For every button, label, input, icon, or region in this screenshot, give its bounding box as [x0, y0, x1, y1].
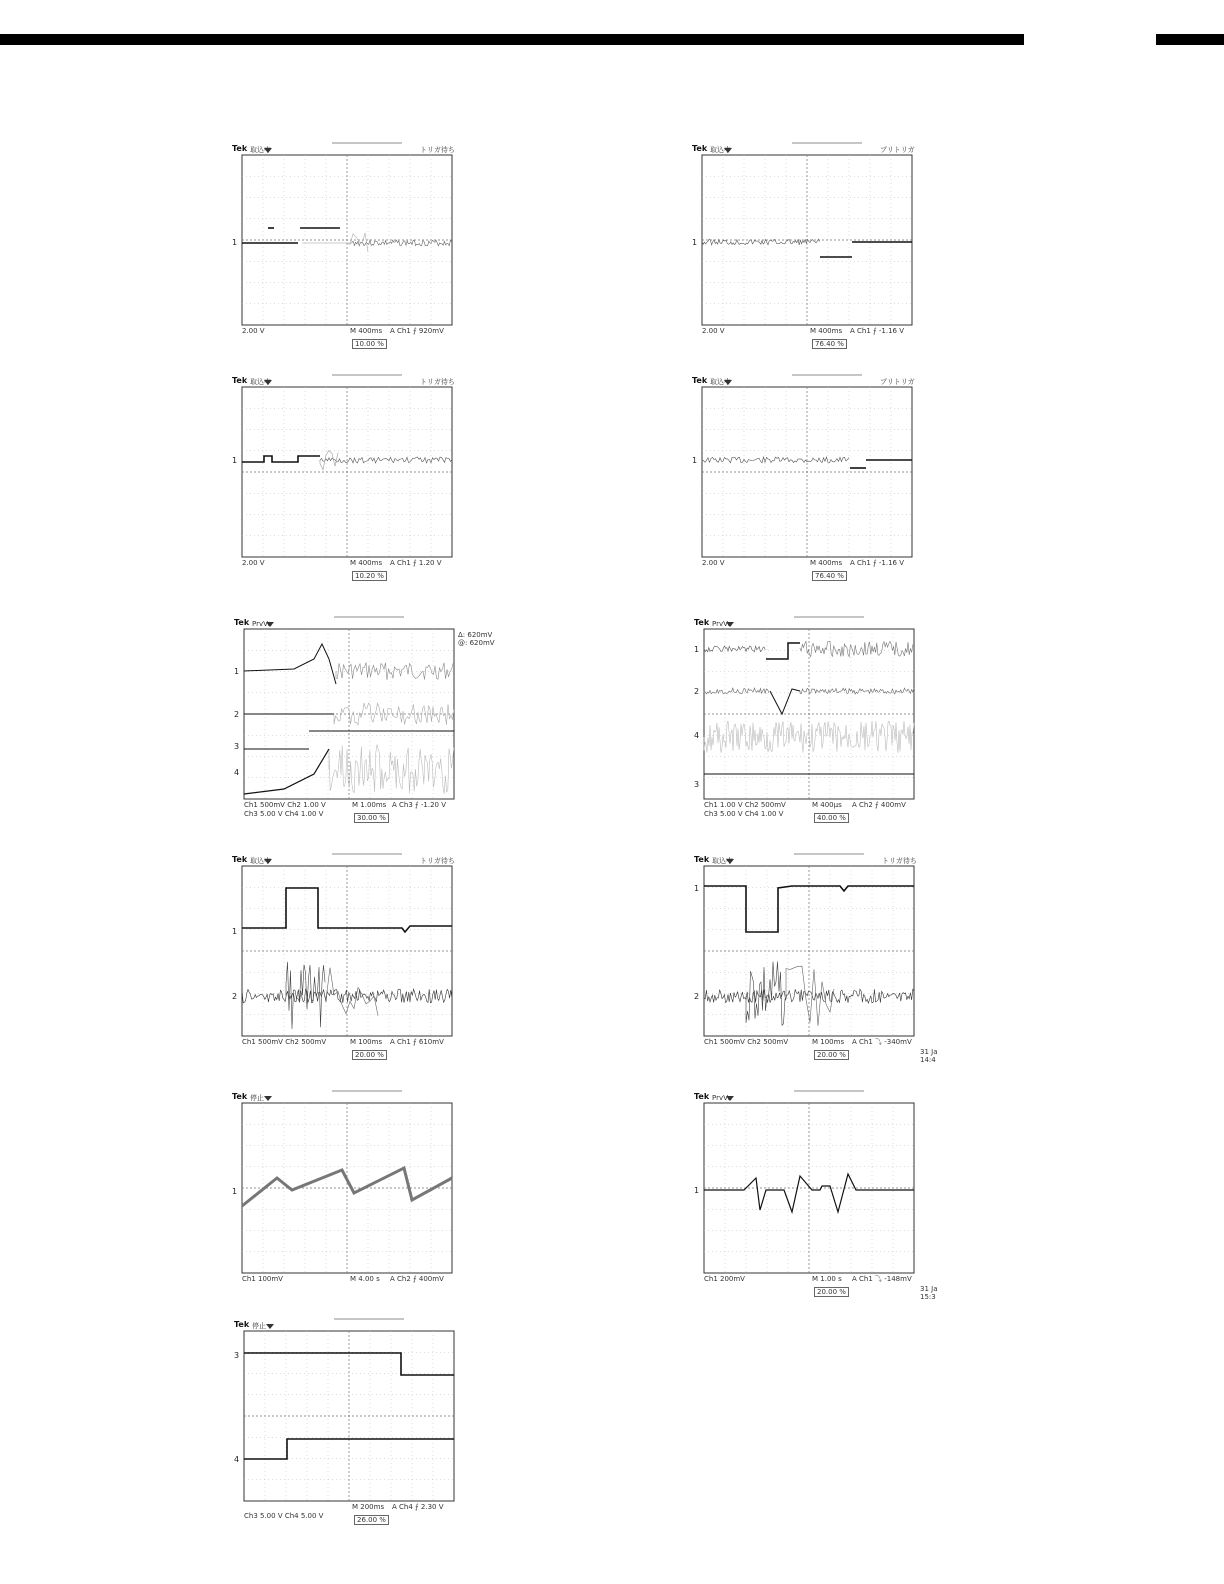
- timebase-label: M 400ms: [350, 327, 383, 335]
- header-rule-left: [0, 34, 1024, 45]
- cursor-abs: @: 620mV: [458, 639, 495, 647]
- brand-label: Tek: [692, 376, 708, 385]
- waveform-display: [692, 1093, 932, 1303]
- trigger-status: トリガ待ち: [420, 378, 455, 386]
- channel-scale-label-2: Ch3 5.00 V Ch4 5.00 V: [244, 1512, 324, 1520]
- waveform-display: [690, 145, 930, 355]
- acquisition-status: 取込中: [250, 857, 271, 865]
- channel-scale-label: 2.00 V: [702, 327, 725, 335]
- acquisition-status: PrvVu: [252, 620, 272, 628]
- trigger-status: トリガ待ち: [420, 857, 455, 865]
- trigger-label: A Ch1 ⨍ 1.20 V: [390, 559, 442, 567]
- acquisition-status: 取込中: [712, 857, 733, 865]
- svg-text:1: 1: [232, 1187, 238, 1196]
- svg-text:4: 4: [694, 731, 700, 740]
- acquisition-status: 取込中: [250, 378, 271, 386]
- brand-label: Tek: [694, 618, 710, 627]
- brand-label: Tek: [232, 376, 248, 385]
- channel-scale-label-2: Ch3 5.00 V Ch4 1.00 V: [704, 810, 784, 818]
- trigger-position: 10.00 %: [352, 339, 387, 349]
- oscilloscope-capture: [690, 145, 930, 355]
- brand-label: Tek: [694, 1092, 710, 1101]
- svg-text:3: 3: [694, 780, 700, 789]
- trigger-position: 76.40 %: [812, 571, 847, 581]
- trigger-label: A Ch1 ⨍ -1.16 V: [850, 559, 905, 567]
- acquisition-status: PrvVu: [712, 1094, 732, 1102]
- svg-text:1: 1: [232, 456, 238, 465]
- svg-text:2: 2: [232, 992, 238, 1001]
- brand-label: Tek: [232, 144, 248, 153]
- waveform-display: [230, 377, 470, 587]
- trigger-label: A Ch4 ⨍ 2.30 V: [392, 1503, 444, 1511]
- brand-label: Tek: [234, 618, 250, 627]
- trigger-label: A Ch1 ⨍ -1.16 V: [850, 327, 905, 335]
- waveform-display: [232, 1321, 472, 1531]
- svg-text:1: 1: [232, 238, 238, 247]
- brand-label: Tek: [692, 144, 708, 153]
- oscilloscope-capture: [692, 619, 932, 829]
- trigger-status: プリトリガ: [880, 378, 915, 386]
- brand-label: Tek: [234, 1320, 250, 1329]
- svg-text:1: 1: [694, 645, 700, 654]
- svg-text:1: 1: [234, 667, 240, 676]
- oscilloscope-capture: [232, 618, 495, 829]
- waveform-display: [690, 377, 930, 587]
- channel-scale-label: Ch1 1.00 V Ch2 500mV: [704, 801, 786, 809]
- channel-scale-label: 2.00 V: [702, 559, 725, 567]
- trigger-label: A Ch2 ⨍ 400mV: [852, 801, 906, 809]
- timebase-label: M 100ms: [350, 1038, 383, 1046]
- trigger-position: 20.00 %: [814, 1287, 849, 1297]
- trigger-status: トリガ待ち: [420, 146, 455, 154]
- channel-scale-label: Ch1 500mV Ch2 500mV: [242, 1038, 327, 1046]
- cursor-delta: Δ: 620mV: [458, 631, 493, 639]
- trigger-label: A Ch1 ⤵ -340mV: [852, 1038, 912, 1046]
- timebase-label: M 1.00ms: [352, 801, 387, 809]
- brand-label: Tek: [232, 855, 248, 864]
- channel-scale-label: 2.00 V: [242, 559, 265, 567]
- timebase-label: M 200ms: [352, 1503, 385, 1511]
- waveform-display: [230, 145, 470, 355]
- timebase-label: M 400μs: [812, 801, 842, 809]
- acquisition-status: 取込中: [710, 146, 731, 154]
- oscilloscope-capture: [230, 856, 470, 1066]
- waveform-display: [230, 856, 470, 1066]
- trigger-status: プリトリガ: [880, 146, 915, 154]
- channel-scale-label: Ch1 500mV Ch2 1.00 V: [244, 801, 326, 809]
- trigger-status: トリガ待ち: [882, 857, 917, 865]
- trigger-position: 20.00 %: [814, 1050, 849, 1060]
- svg-text:1: 1: [692, 456, 698, 465]
- brand-label: Tek: [232, 1092, 248, 1101]
- svg-text:1: 1: [692, 238, 698, 247]
- channel-scale-label: Ch1 100mV: [242, 1275, 283, 1283]
- svg-text:4: 4: [234, 768, 240, 777]
- waveform-display: [230, 1093, 470, 1303]
- trigger-label: A Ch1 ⨍ 920mV: [390, 327, 444, 335]
- oscilloscope-capture: [690, 377, 930, 587]
- oscilloscope-capture: [692, 1092, 938, 1303]
- time-label: 15:3: [920, 1293, 936, 1301]
- waveform-display: [692, 619, 932, 829]
- oscilloscope-capture: [692, 855, 938, 1066]
- oscilloscope-capture: [230, 377, 470, 587]
- acquisition-status: 取込中: [710, 378, 731, 386]
- brand-label: Tek: [694, 855, 710, 864]
- date-label: 31 Ja: [920, 1285, 938, 1293]
- oscilloscope-capture: [232, 1321, 472, 1531]
- oscilloscope-capture: [230, 145, 470, 355]
- header-rule-right: [1156, 34, 1224, 45]
- timebase-label: M 400ms: [810, 327, 843, 335]
- waveform-display: [232, 619, 472, 829]
- timebase-label: M 100ms: [812, 1038, 845, 1046]
- svg-text:3: 3: [234, 1351, 240, 1360]
- acquisition-status: 停止: [250, 1094, 264, 1102]
- trigger-label: A Ch1 ⨍ 610mV: [390, 1038, 444, 1046]
- trigger-label: A Ch3 ⨍ -1.20 V: [392, 801, 447, 809]
- trigger-label: A Ch2 ⨍ 400mV: [390, 1275, 444, 1283]
- timebase-label: M 4.00 s: [350, 1275, 380, 1283]
- time-label: 14:4: [920, 1056, 936, 1064]
- svg-text:2: 2: [694, 992, 700, 1001]
- svg-text:1: 1: [694, 884, 700, 893]
- trigger-position: 30.00 %: [354, 813, 389, 823]
- trigger-label: A Ch1 ⤵ -148mV: [852, 1275, 912, 1283]
- waveform-display: [692, 856, 932, 1066]
- channel-scale-label: Ch1 500mV Ch2 500mV: [704, 1038, 789, 1046]
- acquisition-status: 停止: [252, 1322, 266, 1330]
- oscilloscope-capture: [230, 1093, 470, 1303]
- svg-text:4: 4: [234, 1455, 240, 1464]
- channel-scale-label-2: Ch3 5.00 V Ch4 1.00 V: [244, 810, 324, 818]
- channel-scale-label: 2.00 V: [242, 327, 265, 335]
- svg-text:2: 2: [234, 710, 240, 719]
- svg-text:3: 3: [234, 742, 240, 751]
- timebase-label: M 400ms: [810, 559, 843, 567]
- channel-scale-label: Ch1 200mV: [704, 1275, 745, 1283]
- date-label: 31 Ja: [920, 1048, 938, 1056]
- trigger-position: 10.20 %: [352, 571, 387, 581]
- trigger-position: 26.00 %: [354, 1515, 389, 1525]
- acquisition-status: 取込中: [250, 146, 271, 154]
- acquisition-status: PrvVu: [712, 620, 732, 628]
- timebase-label: M 400ms: [350, 559, 383, 567]
- timebase-label: M 1.00 s: [812, 1275, 842, 1283]
- trigger-position: 40.00 %: [814, 813, 849, 823]
- trigger-position: 20.00 %: [352, 1050, 387, 1060]
- trigger-position: 76.40 %: [812, 339, 847, 349]
- svg-text:1: 1: [232, 927, 238, 936]
- svg-text:1: 1: [694, 1186, 700, 1195]
- svg-text:2: 2: [694, 687, 700, 696]
